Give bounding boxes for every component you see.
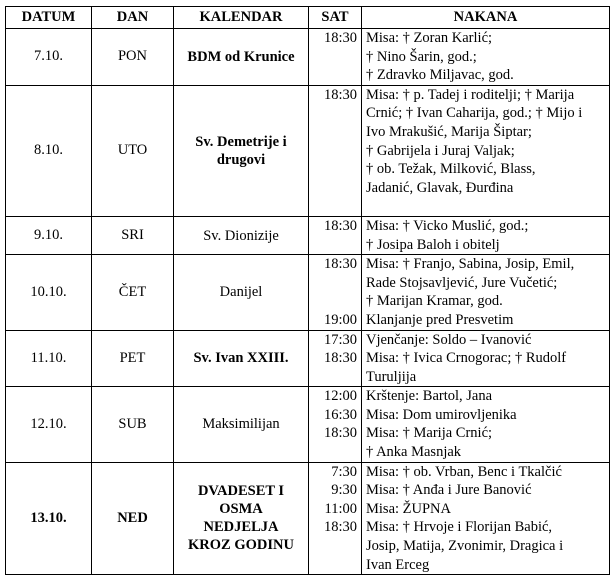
feast-line: BDM od Krunice <box>187 48 295 65</box>
header-dan: DAN <box>92 7 174 29</box>
intention-cell <box>362 462 610 575</box>
feast-cell <box>174 29 309 86</box>
intention-line: Misa: † Zoran Karlić; <box>366 30 493 46</box>
schedule-row <box>6 387 610 462</box>
schedule-row <box>6 462 610 575</box>
intention-line: Rade Stojsavljević, Jure Vučetić; <box>366 274 558 291</box>
time-line <box>309 443 357 462</box>
intention-line: † Josipa Baloh i obitelj <box>366 236 500 253</box>
intention-cell <box>362 216 610 254</box>
intention-line: Krštenje: Bartol, Jana <box>366 388 493 405</box>
time-line <box>309 236 357 255</box>
intention-line: Misa: † Ivica Crnogorac; † Rudolf <box>366 350 567 367</box>
feast-line: DVADESET I <box>197 483 285 500</box>
time-line: 18:30 <box>323 425 357 442</box>
time-cell <box>309 462 362 575</box>
time-cell <box>309 330 362 387</box>
time-line <box>309 292 357 311</box>
intention-cell <box>362 387 610 462</box>
intention-line: Misa: † ob. Vrban, Benc i Tkalčić <box>366 463 562 480</box>
header-datum: DATUM <box>6 7 92 29</box>
time-line: 18:30 <box>323 350 357 367</box>
time-cell <box>309 85 362 216</box>
intention-line: † Anka Masnjak <box>366 444 462 461</box>
time-line <box>309 66 357 85</box>
feast-cell <box>174 330 309 387</box>
date-cell: 12.10. <box>6 387 92 462</box>
time-line: 7:30 <box>331 463 357 480</box>
time-line <box>309 142 357 161</box>
intention-line: Josip, Matija, Zvonimir, Dragica i <box>366 538 564 555</box>
feast-cell <box>174 462 309 575</box>
schedule-row <box>6 85 610 216</box>
time-cell <box>309 29 362 86</box>
time-cell <box>309 255 362 330</box>
feast-cell <box>174 387 309 462</box>
day-cell: NED <box>92 462 174 575</box>
time-line <box>309 368 357 387</box>
time-line <box>309 197 357 216</box>
time-line <box>309 537 357 556</box>
time-line: 9:30 <box>331 482 357 499</box>
date-cell: 10.10. <box>6 255 92 330</box>
header-row <box>6 7 610 29</box>
feast-cell <box>174 216 309 254</box>
header-nakana: NAKANA <box>362 7 610 29</box>
feast-line: Danijel <box>219 284 263 301</box>
date-cell: 13.10. <box>6 462 92 575</box>
intention-line: Jadanić, Glavak, Đurđina <box>366 179 514 196</box>
date-cell: 11.10. <box>6 330 92 387</box>
intention-line: Misa: ŽUPNA <box>366 500 451 517</box>
date-cell: 8.10. <box>6 85 92 216</box>
time-line: 19:00 <box>323 311 357 328</box>
intention-line: Misa: † Franjo, Sabina, Josip, Emil, <box>366 256 575 273</box>
schedule-row <box>6 216 610 254</box>
day-cell: PON <box>92 29 174 86</box>
intention-line: Misa: Dom umirovljenika <box>366 406 517 423</box>
time-line: 18:30 <box>323 256 357 273</box>
intention-cell <box>362 29 610 86</box>
time-cell <box>309 387 362 462</box>
mass-schedule-table <box>5 6 610 575</box>
time-cell <box>309 216 362 254</box>
feast-line: Maksimilijan <box>202 416 280 433</box>
feast-line: Sv. Ivan XXIII. <box>193 350 289 367</box>
time-line <box>309 556 357 575</box>
time-line <box>309 179 357 198</box>
feast-line: drugovi <box>216 151 266 168</box>
feast-cell <box>174 85 309 216</box>
intention-line: Klanjanje pred Presvetim <box>366 311 514 328</box>
time-line: 11:00 <box>324 500 357 517</box>
intention-line: † Zdravko Miljavac, god. <box>366 67 514 84</box>
feast-cell <box>174 255 309 330</box>
day-cell: SUB <box>92 387 174 462</box>
time-line: 18:30 <box>323 519 357 536</box>
intention-line: Misa: † Hrvoje i Florijan Babić, <box>366 519 553 536</box>
header-kalendar: KALENDAR <box>174 7 309 29</box>
day-cell: ČET <box>92 255 174 330</box>
time-line <box>309 160 357 179</box>
time-line <box>309 104 357 123</box>
intention-line: Misa: † Anđa i Jure Banović <box>366 482 532 499</box>
feast-line: OSMA <box>219 501 263 518</box>
time-line: 17:30 <box>323 331 357 348</box>
intention-line: † ob. Težak, Milković, Blass, <box>366 161 536 178</box>
day-cell: PET <box>92 330 174 387</box>
intention-line: † Gabrijela i Juraj Valjak; <box>366 142 515 159</box>
intention-cell <box>362 330 610 387</box>
intention-line: † Nino Šarin, god.; <box>366 48 477 65</box>
intention-line: Ivo Mrakušić, Marija Šiptar; <box>366 123 532 140</box>
time-line: 12:00 <box>323 388 357 405</box>
time-line: 18:30 <box>323 217 357 234</box>
intention-line: Ivan Erceg <box>366 556 430 573</box>
schedule-row <box>6 29 610 86</box>
time-line: 16:30 <box>323 406 357 423</box>
feast-line: KROZ GODINU <box>188 537 294 554</box>
intention-line: Vjenčanje: Soldo – Ivanović <box>366 331 532 348</box>
time-line <box>309 48 357 67</box>
date-cell: 7.10. <box>6 29 92 86</box>
intention-line: Misa: † Vicko Muslić, god.; <box>366 217 529 234</box>
time-line <box>309 274 357 293</box>
date-cell: 9.10. <box>6 216 92 254</box>
header-sat: SAT <box>309 7 362 29</box>
time-line <box>309 123 357 142</box>
time-line: 18:30 <box>323 30 357 46</box>
intention-line: † Marijan Kramar, god. <box>366 293 503 310</box>
schedule-row <box>6 330 610 387</box>
intention-line: Crnić; † Ivan Caharija, god.; † Mijo i <box>366 105 583 122</box>
day-cell: SRI <box>92 216 174 254</box>
schedule-row <box>6 255 610 330</box>
intention-line: Misa: † Marija Crnić; <box>366 425 493 442</box>
feast-line: Sv. Demetrije i <box>195 133 287 150</box>
time-line: 18:30 <box>323 86 357 103</box>
schedule-rows <box>6 29 610 575</box>
intention-cell <box>362 85 610 216</box>
day-cell: UTO <box>92 85 174 216</box>
feast-line: Sv. Dionizije <box>203 227 279 244</box>
feast-line: NEDJELJA <box>203 519 279 536</box>
intention-cell <box>362 255 610 330</box>
intention-line: Turuljija <box>366 368 417 385</box>
intention-line: Misa: † p. Tadej i roditelji; † Marija <box>366 86 575 103</box>
